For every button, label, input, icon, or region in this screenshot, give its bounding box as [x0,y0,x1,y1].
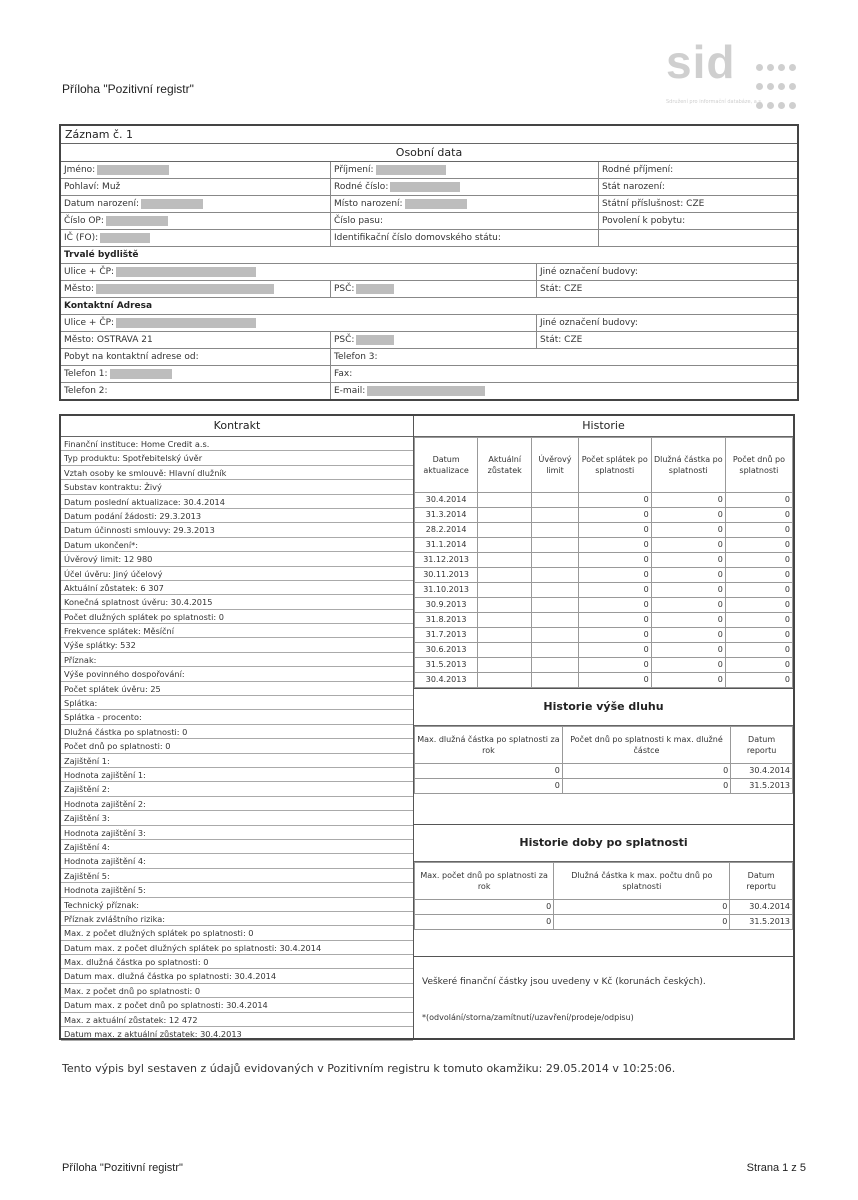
table-cell [478,643,532,658]
table-cell: 0 [651,628,725,643]
table-row [415,538,793,553]
kontaktni-adresa-title: Kontaktní Adresa [61,298,797,315]
table-cell [532,493,579,508]
table-row [415,613,793,628]
field-telefon-1: Telefon 1: [61,366,331,382]
table-cell: 30.4.2014 [731,764,793,779]
table-cell: 30.11.2013 [415,568,478,583]
kontrakt-title: Kontrakt [61,416,413,437]
table-cell: 30.9.2013 [415,598,478,613]
kontrakt-row: Max. z počet dnů po splatnosti: 0 [61,984,413,998]
historie-section [414,416,793,1022]
field-cislo-pasu: Číslo pasu: [331,213,599,229]
table-cell [532,568,579,583]
kontrakt-row: Hodnota zajištění 3: [61,826,413,840]
redacted-value [110,369,172,379]
kontrakt-row: Typ produktu: Spotřebitelský úvěr [61,451,413,465]
table-cell: 0 [415,915,554,930]
table-row [415,915,793,930]
col-header: Počet dnů po splatnosti [725,438,792,493]
kontrakt-row: Hodnota zajištění 4: [61,854,413,868]
redacted-value [141,199,203,209]
col-header: Max. dlužná částka po splatnosti za rok [415,727,563,764]
redacted-value [97,165,169,175]
kontrakt-row: Dlužná částka po splatnosti: 0 [61,725,413,739]
kontrakt-row: Hodnota zajištění 5: [61,883,413,897]
table-cell [532,508,579,523]
field-rodne-cislo: Rodné číslo: [331,179,599,195]
kontrakt-row: Datum max. z aktuální zůstatek: 30.4.2013 [61,1027,413,1041]
personal-row [61,179,797,196]
field-misto-narozeni: Místo narození: [331,196,599,212]
table-cell [478,598,532,613]
kontrakt-row: Frekvence splátek: Měsíční [61,624,413,638]
kontrakt-row: Finanční instituce: Home Credit a.s. [61,437,413,451]
personal-row [61,230,797,247]
kontrakt-row: Zajištění 4: [61,840,413,854]
table-cell [532,613,579,628]
table-cell [478,508,532,523]
table-cell: 0 [578,523,651,538]
redacted-value [356,335,394,345]
kontrakt-row: Počet splátek úvěru: 25 [61,682,413,696]
table-cell: 31.12.2013 [415,553,478,568]
field-fax: Fax: [334,369,353,379]
table-row [415,658,793,673]
table-cell: 31.5.2013 [731,779,793,794]
table-cell: 0 [651,553,725,568]
table-cell [532,538,579,553]
currency-note: Veškeré finanční částky jsou uvedeny v Kč (korunách českých). [422,977,706,987]
table-cell: 0 [578,598,651,613]
table-cell: 0 [725,568,792,583]
field-povoleni-pobytu: Povolení k pobytu: [602,216,686,226]
col-header: Datum reportu [730,863,793,900]
field-datum-narozeni: Datum narození: [61,196,331,212]
col-header: Datum reportu [731,727,793,764]
field-stat: Stát: CZE [540,335,583,345]
kontrakt-row: Datum max. z počet dnů po splatnosti: 30.4.2014 [61,998,413,1012]
table-cell [532,523,579,538]
table-cell [478,658,532,673]
kontrakt-row: Počet dlužných splátek po splatnosti: 0 [61,610,413,624]
table-cell: 0 [578,493,651,508]
table-cell: 0 [725,598,792,613]
personal-row [61,213,797,230]
personal-row [61,162,797,179]
field-stat-narozeni: Stát narození: [602,182,665,192]
field-mesto: Město: OSTRAVA 21 [61,332,331,348]
contact-row [61,349,797,366]
table-cell: 0 [578,568,651,583]
page-header-title: Příloha "Pozitivní registr" [62,82,194,96]
table-cell: 0 [651,568,725,583]
table-cell [532,583,579,598]
table-row [415,643,793,658]
redacted-value [96,284,274,294]
table-cell: 0 [651,643,725,658]
table-cell: 31.3.2014 [415,508,478,523]
table-cell: 0 [725,523,792,538]
personal-data-title: Osobní data [61,144,797,162]
personal-data-box [59,124,799,401]
table-cell: 0 [651,583,725,598]
contact-row [61,383,797,399]
table-row [415,628,793,643]
table-cell: 0 [651,493,725,508]
redacted-value [116,318,256,328]
table-cell: 0 [578,538,651,553]
kontrakt-row: Datum poslední aktualizace: 30.4.2014 [61,495,413,509]
table-cell: 0 [725,583,792,598]
table-row [415,583,793,598]
address-row [61,315,797,332]
table-cell [532,643,579,658]
table-cell [478,523,532,538]
field-jine-oznaceni: Jiné označení budovy: [540,267,638,277]
kontrakt-row: Úvěrový limit: 12 980 [61,552,413,566]
historie-table [414,437,793,688]
redacted-value [376,165,446,175]
kontrakt-row: Hodnota zajištění 2: [61,797,413,811]
table-cell: 31.5.2013 [415,658,478,673]
table-cell: 31.7.2013 [415,628,478,643]
kontrakt-row: Splátka: [61,696,413,710]
table-cell: 0 [651,673,725,688]
table-cell: 0 [725,613,792,628]
table-cell [478,628,532,643]
field-telefon-2: Telefon 2: [61,383,331,399]
table-row [415,553,793,568]
field-ulice: Ulice + ČP: [61,264,537,280]
table-cell: 0 [554,900,730,915]
doba-table [414,862,793,930]
table-cell: 0 [578,613,651,628]
personal-row [61,196,797,213]
table-cell: 0 [651,613,725,628]
col-header: Počet dnů po splatnosti k max. dlužné částce [562,727,730,764]
redacted-value [116,267,256,277]
table-row [415,493,793,508]
table-cell: 0 [578,673,651,688]
kontrakt-rows [61,437,413,1041]
kontrakt-row: Datum účinnosti smlouvy: 29.3.2013 [61,523,413,537]
historie-doby-title: Historie doby po splatnosti [414,824,793,862]
kontrakt-row: Příznak: [61,653,413,667]
field-email: E-mail: [331,383,797,399]
field-telefon-3: Telefon 3: [334,352,378,362]
field-psc: PSČ: [331,332,537,348]
field-ic: IČ (FO): [61,230,331,246]
kontrakt-row: Datum podání žádosti: 29.3.2013 [61,509,413,523]
table-cell: 0 [651,598,725,613]
footnote: *(odvolání/storna/zamítnutí/uzavření/prodeje/odpisu) [422,1013,634,1022]
table-row [415,673,793,688]
field-cislo-op: Číslo OP: [61,213,331,229]
table-cell: 28.2.2014 [415,523,478,538]
field-psc: PSČ: [331,281,537,297]
col-header: Datum aktualizace [415,438,478,493]
table-cell: 0 [562,764,730,779]
field-ulice: Ulice + ČP: [61,315,537,331]
sid-logo [660,35,800,105]
address-row [61,281,797,298]
table-cell: 0 [725,508,792,523]
historie-title: Historie [414,416,793,437]
table-cell [478,568,532,583]
table-cell: 31.1.2014 [415,538,478,553]
col-header: Dlužná částka k max. počtu dnů po splatnosti [554,863,730,900]
table-cell [532,658,579,673]
kontrakt-row: Zajištění 1: [61,754,413,768]
kontrakt-row: Datum max. z počet dlužných splátek po splatnosti: 30.4.2014 [61,941,413,955]
record-number: Záznam č. 1 [61,126,797,144]
table-cell: 0 [725,493,792,508]
contract-box [59,414,795,1040]
col-header: Úvěrový limit [532,438,579,493]
table-cell: 0 [651,508,725,523]
kontrakt-row: Výše splátky: 532 [61,638,413,652]
kontrakt-row: Příznak zvláštního rizika: [61,912,413,926]
table-cell: 0 [578,583,651,598]
table-cell [532,673,579,688]
table-cell [478,553,532,568]
field-stat: Stát: CZE [540,284,583,294]
table-cell: 0 [578,658,651,673]
statement: Tento výpis byl sestaven z údajů evidovaných v Pozitivním registru k tomuto okamžiku: 29.05.2014 v 10:25:06. [62,1062,676,1075]
redacted-value [356,284,394,294]
table-cell [478,493,532,508]
col-header: Max. počet dnů po splatnosti za rok [415,863,554,900]
table-cell: 0 [578,508,651,523]
address-row [61,332,797,349]
kontrakt-row: Vztah osoby ke smlouvě: Hlavní dlužník [61,466,413,480]
field-pohlavi: Pohlaví: Muž [61,179,331,195]
redacted-value [367,386,485,396]
col-header: Počet splátek po splatnosti [578,438,651,493]
logo-text: sid [666,36,736,88]
field-pobyt-od: Pobyt na kontaktní adrese od: [61,349,331,365]
table-cell: 0 [725,553,792,568]
kontrakt-row: Zajištění 2: [61,782,413,796]
table-cell: 0 [578,643,651,658]
table-cell: 0 [651,523,725,538]
trvale-bydliste-title: Trvalé bydliště [61,247,797,264]
field-mesto: Město: [61,281,331,297]
field-statni-prislusnost: Státní příslušnost: CZE [602,199,705,209]
kontrakt-row: Max. dlužná částka po splatnosti: 0 [61,955,413,969]
redacted-value [106,216,168,226]
table-cell: 0 [651,658,725,673]
kontrakt-row: Datum ukončení*: [61,538,413,552]
table-cell: 31.5.2013 [730,915,793,930]
address-row [61,264,797,281]
table-cell: 31.10.2013 [415,583,478,598]
table-cell: 31.8.2013 [415,613,478,628]
table-cell: 0 [578,628,651,643]
table-cell [532,598,579,613]
field-id-domovskeho-statu: Identifikační číslo domovského státu: [331,230,599,246]
logo-subtitle: Sdružení pro informační databáze, a.s. [666,99,763,105]
dluh-table [414,726,793,794]
table-cell: 30.4.2014 [415,493,478,508]
redacted-value [405,199,467,209]
table-cell: 0 [725,538,792,553]
kontrakt-row: Konečná splatnost úvěru: 30.4.2015 [61,595,413,609]
kontrakt-row: Výše povinného dospořování: [61,667,413,681]
table-row [415,523,793,538]
kontrakt-row: Splátka - procento: [61,710,413,724]
footer-title: Příloha "Pozitivní registr" [62,1162,183,1174]
table-row [415,508,793,523]
kontrakt-row: Zajištění 3: [61,811,413,825]
col-header: Dlužná částka po splatnosti [651,438,725,493]
table-cell: 0 [725,658,792,673]
table-cell [532,553,579,568]
table-cell: 0 [725,628,792,643]
table-row [415,598,793,613]
table-cell: 0 [578,553,651,568]
table-cell: 0 [651,538,725,553]
kontrakt-section [61,416,414,1038]
kontrakt-row: Aktuální zůstatek: 6 307 [61,581,413,595]
kontrakt-row: Zajištění 5: [61,869,413,883]
historie-dluhu-title: Historie výše dluhu [414,688,793,726]
empty-cell [599,230,797,246]
col-header: Aktuální zůstatek [478,438,532,493]
table-cell: 0 [415,764,563,779]
kontrakt-row: Technický příznak: [61,898,413,912]
kontrakt-row: Datum max. dlužná částka po splatnosti: 30.4.2014 [61,969,413,983]
table-cell [478,613,532,628]
table-cell [532,628,579,643]
table-row [415,779,793,794]
table-cell: 30.4.2014 [730,900,793,915]
table-cell [478,673,532,688]
field-jine-oznaceni: Jiné označení budovy: [540,318,638,328]
table-cell: 0 [562,779,730,794]
kontrakt-row: Počet dnů po splatnosti: 0 [61,739,413,753]
kontrakt-row: Účel úvěru: Jiný účelový [61,567,413,581]
redacted-value [390,182,460,192]
table-row [415,900,793,915]
kontrakt-row: Max. z počet dlužných splátek po splatnosti: 0 [61,926,413,940]
table-row [415,568,793,583]
field-rodne-prijmeni: Rodné příjmení: [602,165,674,175]
field-jmeno: Jméno: [61,162,331,178]
contact-row [61,366,797,383]
table-cell: 30.4.2013 [415,673,478,688]
table-cell [478,538,532,553]
table-cell [478,583,532,598]
table-cell: 30.6.2013 [415,643,478,658]
table-cell: 0 [415,779,563,794]
table-cell: 0 [415,900,554,915]
redacted-value [100,233,150,243]
table-cell: 0 [725,643,792,658]
page-number: Strana 1 z 5 [746,1162,806,1174]
kontrakt-row: Max. z aktuální zůstatek: 12 472 [61,1013,413,1027]
logo-dots-icon [754,57,798,114]
table-cell: 0 [554,915,730,930]
kontrakt-row: Substav kontraktu: Živý [61,480,413,494]
table-cell: 0 [725,673,792,688]
field-prijmeni: Příjmení: [331,162,599,178]
table-row [415,764,793,779]
kontrakt-row: Hodnota zajištění 1: [61,768,413,782]
